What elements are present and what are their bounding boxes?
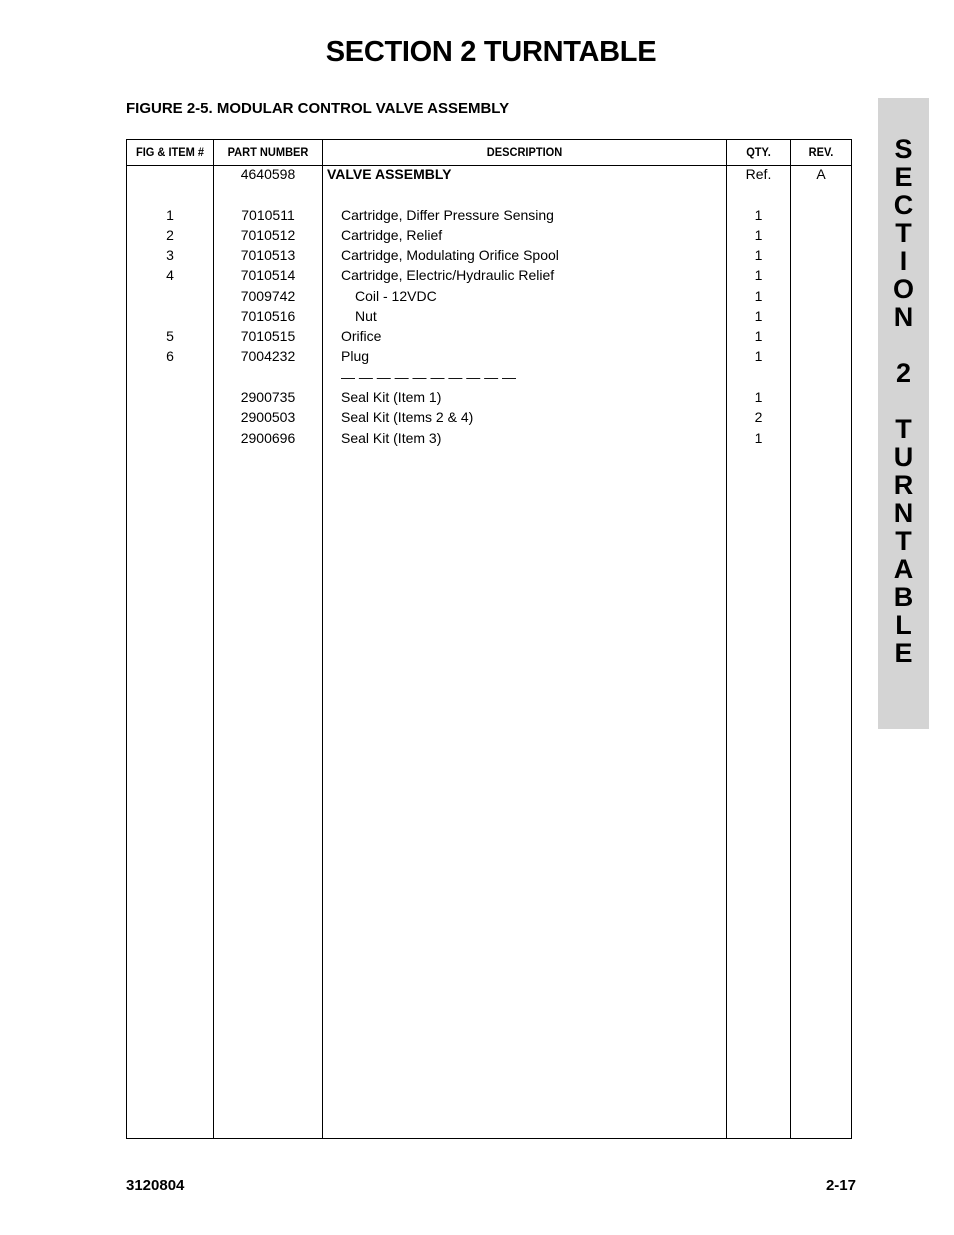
tab-letter: O xyxy=(892,274,914,304)
tab-letter: R xyxy=(893,470,914,500)
tab-letter: E xyxy=(894,162,913,192)
description-cell: Seal Kit (Items 2 & 4) xyxy=(341,409,474,425)
header-qty: QTY. xyxy=(746,145,771,159)
tab-letter: E xyxy=(894,638,913,668)
column-divider xyxy=(790,140,791,1138)
part-number-cell: 7009742 xyxy=(240,288,296,304)
description-cell: Orifice xyxy=(341,328,382,344)
part-number-cell: 2900735 xyxy=(240,389,296,405)
part-number-cell: 4640598 xyxy=(240,166,296,182)
tab-letter: T xyxy=(895,414,912,444)
tab-letter: N xyxy=(893,498,914,528)
part-number-cell: 7010515 xyxy=(240,328,296,344)
tab-letter: N xyxy=(893,302,914,332)
qty-cell: 1 xyxy=(754,308,763,324)
part-number-cell: 2900696 xyxy=(240,430,296,446)
column-divider xyxy=(322,140,323,1138)
qty-cell: 1 xyxy=(754,227,763,243)
part-number-cell: 2900503 xyxy=(240,409,296,425)
header-description: DESCRIPTION xyxy=(486,145,563,159)
description-cell: Cartridge, Modulating Orifice Spool xyxy=(341,247,559,263)
document-number: 3120804 xyxy=(126,1177,185,1194)
fig-item-cell: 1 xyxy=(166,207,174,223)
qty-cell: 1 xyxy=(754,288,763,304)
tab-letter: C xyxy=(893,190,914,220)
qty-cell: 1 xyxy=(754,247,763,263)
tab-letter: T xyxy=(895,526,912,556)
description-cell: Seal Kit (Item 1) xyxy=(341,389,442,405)
tab-letter: L xyxy=(895,610,912,640)
part-number-cell: 7010516 xyxy=(240,308,296,324)
description-cell: Nut xyxy=(355,308,377,324)
description-cell: Plug xyxy=(341,348,370,364)
qty-cell: 1 xyxy=(754,207,763,223)
rev-cell: A xyxy=(816,166,826,182)
qty-cell: 1 xyxy=(754,267,763,283)
description-cell: Seal Kit (Item 3) xyxy=(341,430,442,446)
tab-letter: S xyxy=(894,134,913,164)
header-part-number: PART NUMBER xyxy=(227,145,309,159)
page-number: 2-17 xyxy=(825,1177,856,1194)
tab-letter: T xyxy=(895,218,912,248)
qty-cell: 1 xyxy=(754,348,763,364)
fig-item-cell: 6 xyxy=(166,348,174,364)
description-cell: VALVE ASSEMBLY xyxy=(327,166,452,182)
fig-item-cell: 2 xyxy=(166,227,174,243)
tab-letter: B xyxy=(893,582,914,612)
fig-item-cell: 3 xyxy=(166,247,174,263)
fig-item-cell: 4 xyxy=(166,267,174,283)
part-number-cell: 7004232 xyxy=(240,348,296,364)
description-cell: Cartridge, Differ Pressure Sensing xyxy=(341,207,554,223)
tab-letter: 2 xyxy=(895,358,912,388)
qty-cell: Ref. xyxy=(745,166,772,182)
qty-cell: 2 xyxy=(754,409,763,425)
figure-caption: FIGURE 2-5. MODULAR CONTROL VALVE ASSEMBLY xyxy=(126,100,510,117)
parts-table xyxy=(126,139,852,1139)
header-fig-item: FIG & ITEM # xyxy=(135,145,205,159)
fig-item-cell: 5 xyxy=(166,328,174,344)
qty-cell: 1 xyxy=(754,328,763,344)
section-side-tab xyxy=(878,98,929,729)
page-title: SECTION 2 TURNTABLE xyxy=(325,36,657,68)
tab-letter: A xyxy=(893,554,914,584)
qty-cell: 1 xyxy=(754,389,763,405)
part-number-cell: 7010512 xyxy=(240,227,296,243)
part-number-cell: 7010511 xyxy=(241,207,295,223)
description-cell: Cartridge, Electric/Hydraulic Relief xyxy=(341,267,555,283)
qty-cell: 1 xyxy=(754,430,763,446)
description-cell: Coil - 12VDC xyxy=(355,288,437,304)
tab-letter: U xyxy=(893,442,914,472)
description-cell: — — — — — — — — — — xyxy=(341,369,517,385)
description-cell: Cartridge, Relief xyxy=(341,227,443,243)
tab-letter: I xyxy=(899,246,908,276)
part-number-cell: 7010513 xyxy=(240,247,296,263)
part-number-cell: 7010514 xyxy=(240,267,296,283)
header-rev: REV. xyxy=(808,145,834,159)
